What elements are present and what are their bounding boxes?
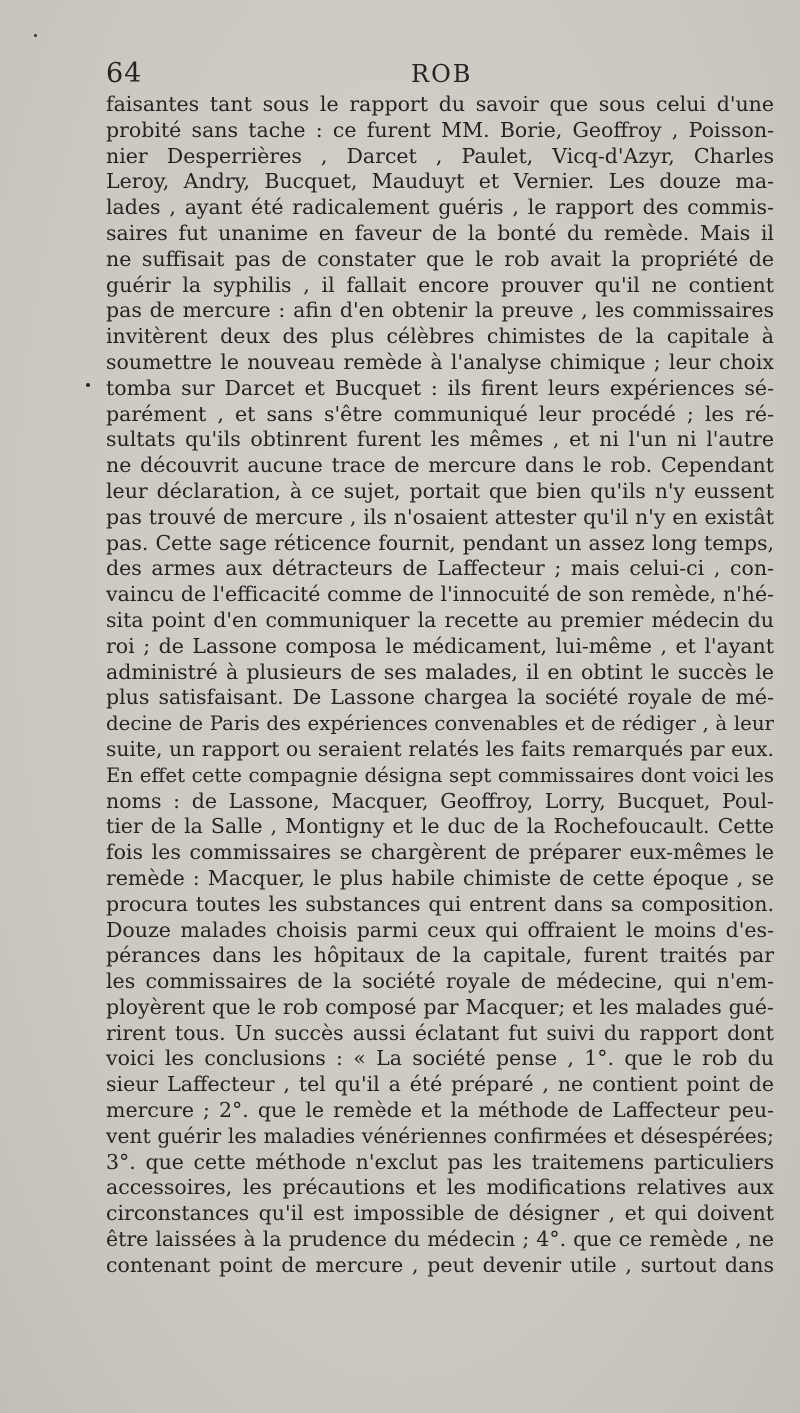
text-line: tier de la Salle , Montigny et le duc de la Rochefoucault. Cette <box>106 814 774 839</box>
page-header <box>106 58 778 92</box>
text-line: remède : Macquer, le plus habile chimiste de cette époque , se <box>106 865 774 890</box>
text-line: contenant point de mercure , peut devenir utile , surtout dans <box>106 1252 774 1277</box>
text-line: circonstances qu'il est impossible de désigner , et qui doivent <box>106 1201 774 1226</box>
body-text <box>106 92 774 1279</box>
text-line: pas. Cette sage réticence fournit, pendant un assez long temps, <box>106 530 774 555</box>
text-line: 3°. que cette méthode n'exclut pas les traitemens particuliers <box>106 1149 774 1174</box>
text-line: ne découvrit aucune trace de mercure dans le rob. Cependant <box>106 453 774 478</box>
text-line: noms : de Lassone, Macquer, Geoffroy, Lorry, Bucquet, Poul- <box>106 788 774 813</box>
margin-mark <box>86 383 90 387</box>
text-line: pérances dans les hôpitaux de la capitale, furent traités par <box>106 943 774 968</box>
text-line: decine de Paris des expériences convenables et de rédiger , à leur <box>106 712 774 736</box>
page-number: 64 <box>106 58 143 89</box>
text-line: nier Desperrières , Darcet , Paulet, Vicq-d'Azyr, Charles <box>106 143 774 168</box>
text-line: leur déclaration, à ce sujet, portait que bien qu'ils n'y eussent <box>106 478 774 503</box>
text-line: procura toutes les substances qui entrent dans sa composition. <box>106 891 774 916</box>
text-line: En effet cette compagnie désigna sept commissaires dont voici les <box>106 763 774 787</box>
text-line: administré à plusieurs de ses malades, il en obtint le succès le <box>106 659 774 684</box>
text-line: suite, un rapport ou seraient relatés les faits remarqués par eux. <box>106 736 774 761</box>
text-line: guérir la syphilis , il fallait encore prouver qu'il ne contient <box>106 272 774 297</box>
text-line: des armes aux détracteurs de Laffecteur ; mais celui-ci , con- <box>106 556 774 581</box>
text-line: invitèrent deux des plus célèbres chimistes de la capitale à <box>106 324 774 349</box>
text-line: mercure ; 2°. que le remède et la méthode de Laffecteur peu- <box>106 1098 774 1123</box>
text-line: rirent tous. Un succès aussi éclatant fut suivi du rapport dont <box>106 1020 774 1045</box>
running-head: ROB <box>411 60 473 88</box>
paper-speck <box>34 34 37 37</box>
text-line: parément , et sans s'être communiqué leur procédé ; les ré- <box>106 401 774 426</box>
text-line: lades , ayant été radicalement guéris , le rapport des commis- <box>106 195 774 220</box>
text-line: pas trouvé de mercure , ils n'osaient attester qu'il n'y en existât <box>106 504 774 529</box>
text-line: probité sans tache : ce furent MM. Borie, Geoffroy , Poisson- <box>106 117 774 142</box>
text-line: vent guérir les maladies vénériennes confirmées et désespérées; <box>106 1123 774 1148</box>
text-line: Douze malades choisis parmi ceux qui offraient le moins d'es- <box>106 917 774 942</box>
text-line: les commissaires de la société royale de médecine, qui n'em- <box>106 969 774 994</box>
text-line: tomba sur Darcet et Bucquet : ils firent leurs expériences sé- <box>106 375 774 400</box>
text-line: faisantes tant sous le rapport du savoir que sous celui d'une <box>106 92 774 116</box>
text-line: accessoires, les précautions et les modifications relatives aux <box>106 1175 774 1200</box>
text-line: vaincu de l'efficacité comme de l'innocuité de son remède, n'hé- <box>106 582 774 607</box>
text-line: soumettre le nouveau remède à l'analyse chimique ; leur choix <box>106 349 774 374</box>
text-line: être laissées à la prudence du médecin ; 4°. que ce remède , ne <box>106 1227 774 1252</box>
text-line: ne suffisait pas de constater que le rob avait la propriété de <box>106 246 774 271</box>
text-line: voici les conclusions : « La société pense , 1°. que le rob du <box>106 1046 774 1071</box>
text-line: Leroy, Andry, Bucquet, Mauduyt et Vernier. Les douze ma- <box>106 169 774 194</box>
text-line: sultats qu'ils obtinrent furent les mêmes , et ni l'un ni l'autre <box>106 427 774 452</box>
text-line: saires fut unanime en faveur de la bonté du remède. Mais il <box>106 220 774 245</box>
text-line: pas de mercure : afin d'en obtenir la preuve , les commissaires <box>106 298 774 323</box>
text-line: roi ; de Lassone composa le médicament, lui-même , et l'ayant <box>106 633 774 658</box>
text-line: plus satisfaisant. De Lassone chargea la société royale de mé- <box>106 685 774 710</box>
text-line: ployèrent que le rob composé par Macquer; et les malades gué- <box>106 994 774 1019</box>
text-line: sita point d'en communiquer la recette au premier médecin du <box>106 607 774 632</box>
text-line: sieur Laffecteur , tel qu'il a été préparé , ne contient point de <box>106 1072 774 1097</box>
text-line: fois les commissaires se chargèrent de préparer eux-mêmes le <box>106 840 774 865</box>
